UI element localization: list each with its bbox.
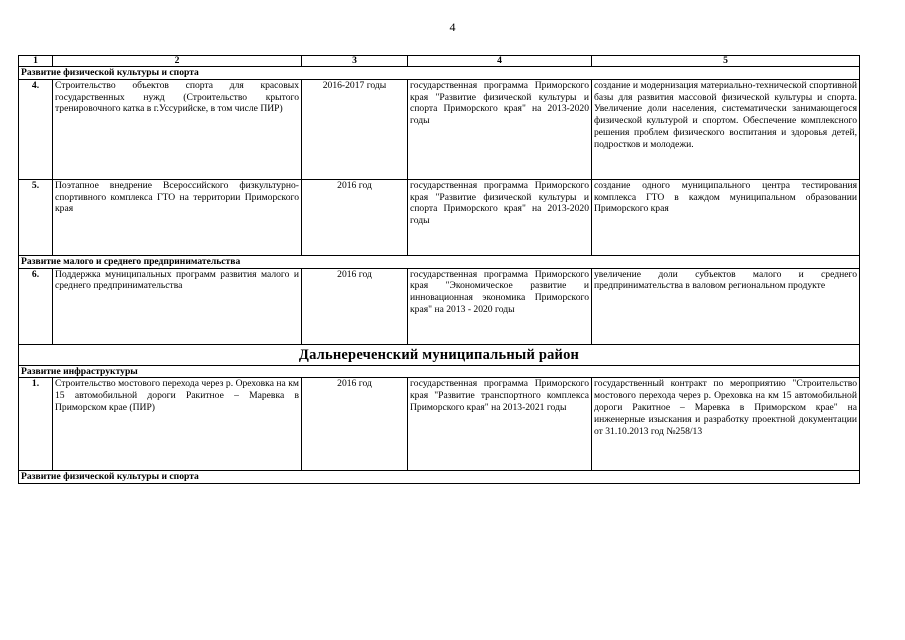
row-number: 6. [19, 268, 53, 344]
measure-name: Строительство мостового перехода через р. Ореховка на км 15 автомобильной дороги Ракитное – Маревка в Приморском крае (ПИР) [53, 378, 302, 471]
period-cell: 2016-2017 годы [302, 79, 408, 179]
section-title: Развитие физической культуры и спорта [19, 471, 860, 484]
column-header: 4 [408, 56, 592, 67]
period-cell: 2016 год [302, 378, 408, 471]
section-title: Развитие малого и среднего предпринимательства [19, 255, 860, 268]
table-row [19, 268, 860, 344]
result-cell: создание одного муниципального центра тестирования комплекса ГТО в каждом муниципальном образовании Приморского края [592, 179, 860, 255]
measure-name: Строительство объектов спорта для красовых государственных нужд (Строительство крытого тренировочного катка в г.Уссурийске, в том числе ПИР) [53, 79, 302, 179]
section-row [19, 365, 860, 378]
column-header: 5 [592, 56, 860, 67]
column-header: 2 [53, 56, 302, 67]
section-row [19, 67, 860, 80]
section-row [19, 471, 860, 484]
result-cell: создание и модернизация материально-технической спортивной базы для развития массовой физической культуры и спорта. Увеличение доли населения, систематически занимающегося физической культурой и спортом. Обеспечение комплексного решения проблем физического воспитания и здоровья детей, подростков и молодежи. [592, 79, 860, 179]
measure-name: Поддержка муниципальных программ развития малого и среднего предпринимательства [53, 268, 302, 344]
table-row [19, 179, 860, 255]
section-title: Развитие физической культуры и спорта [19, 67, 860, 80]
section-row [19, 255, 860, 268]
program-cell: государственная программа Приморского края "Развитие физической культуры и спорта Приморского края" на 2013-2020 годы [408, 79, 592, 179]
period-cell: 2016 год [302, 179, 408, 255]
section-title: Развитие инфраструктуры [19, 365, 860, 378]
result-cell: увеличение доли субъектов малого и среднего предпринимательства в валовом региональном продукте [592, 268, 860, 344]
program-cell: государственная программа Приморского края "Развитие транспортного комплекса Приморского края" на 2013-2021 годы [408, 378, 592, 471]
district-row [19, 344, 860, 365]
program-cell: государственная программа Приморского края "Развитие физической культуры и спорта Приморского края" на 2013-2020 годы [408, 179, 592, 255]
row-number: 1. [19, 378, 53, 471]
row-number: 5. [19, 179, 53, 255]
column-header: 3 [302, 56, 408, 67]
table-row [19, 79, 860, 179]
row-number: 4. [19, 79, 53, 179]
measures-table [18, 55, 860, 484]
result-cell: государственный контракт по мероприятию "Строительство мостового перехода через р. Ореховка на км 15 автомобильной дороги Ракитное – Маревка в Приморском крае" на инженерные изыскания и разработку проектной документации от 31.10.2013 год №258/13 [592, 378, 860, 471]
table-row [19, 378, 860, 471]
column-header: 1 [19, 56, 53, 67]
program-cell: государственная программа Приморского края "Экономическое развитие и инновационная экономика Приморского края" на 2013 - 2020 годы [408, 268, 592, 344]
measure-name: Поэтапное внедрение Всероссийского физкультурно-спортивного комплекса ГТО на территории Приморского края [53, 179, 302, 255]
page-number: 4 [449, 20, 456, 34]
header-row [19, 56, 860, 67]
district-title: Дальнереченский муниципальный район [19, 344, 860, 365]
period-cell: 2016 год [302, 268, 408, 344]
